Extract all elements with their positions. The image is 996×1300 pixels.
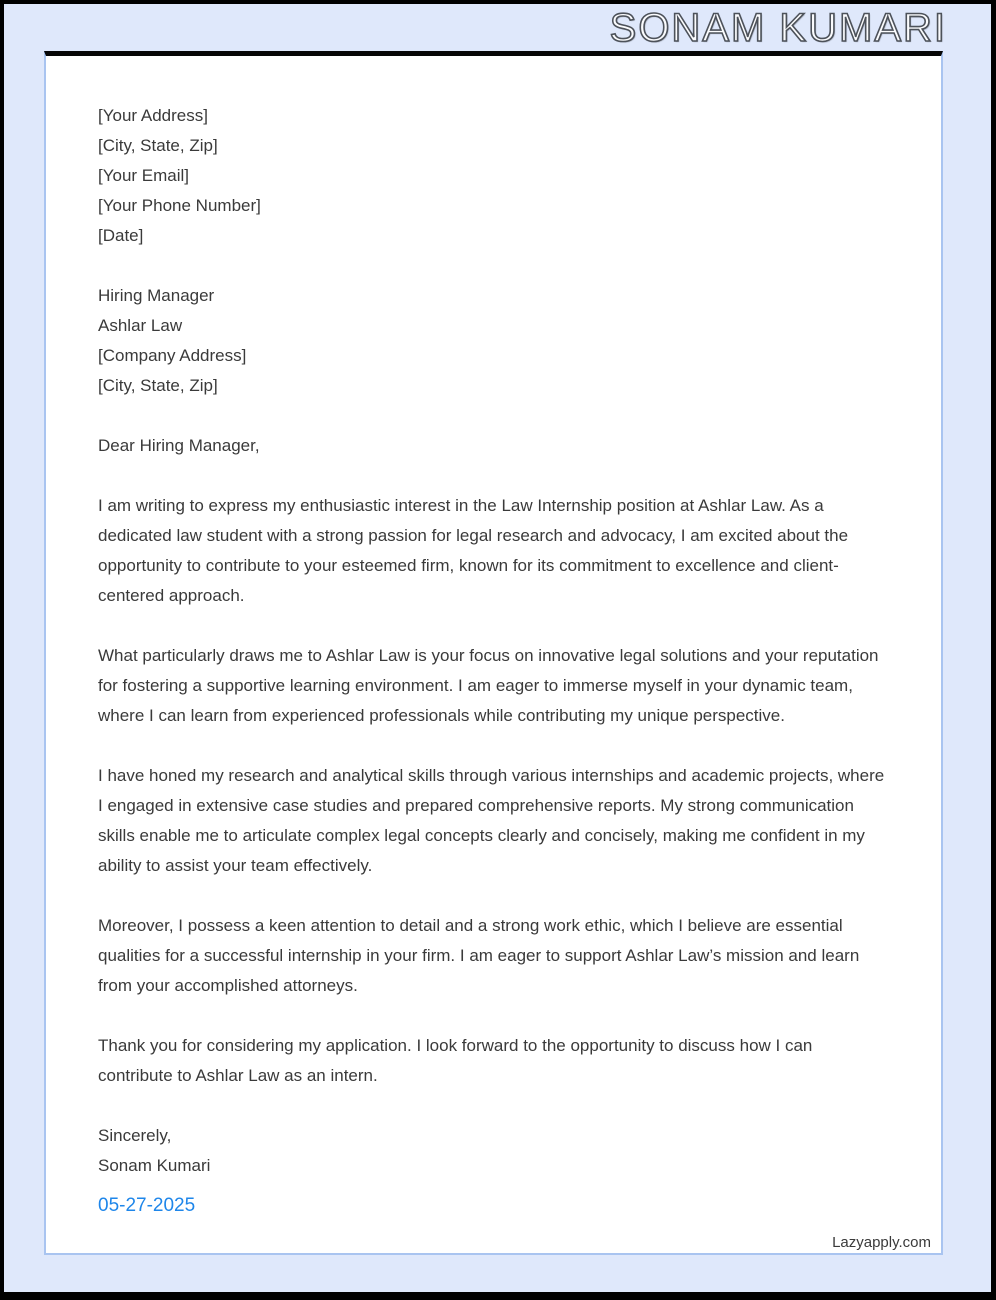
letter-content xyxy=(98,101,890,1221)
page-title: SONAM KUMARI xyxy=(609,6,947,50)
sender-line: [Your Phone Number] xyxy=(98,196,261,215)
letter-date[interactable]: 05-27-2025 xyxy=(98,1195,196,1216)
recipient-line: [Company Address] xyxy=(98,346,247,365)
sender-line: [City, State, Zip] xyxy=(98,136,218,155)
recipient-line: [City, State, Zip] xyxy=(98,376,218,395)
letter-sheet xyxy=(44,51,943,1255)
letter-paragraph: Moreover, I possess a keen attention to detail and a strong work ethic, which I believe are essential qualities for a successful internship in your firm. I am eager to support Ashlar Law’s mission and learn from your accomplished attorneys. xyxy=(98,916,860,995)
brand-link[interactable]: Lazyapply.com xyxy=(832,1234,931,1251)
letter-paragraph: I have honed my research and analytical skills through various internships and academic projects, where I engaged in extensive case studies and prepared comprehensive reports. My strong communication skills enable me to articulate complex legal concepts clearly and concisely, making me confident in my ability to assist your team effectively. xyxy=(98,766,885,875)
recipient-address-block xyxy=(98,281,890,401)
letter-body xyxy=(98,491,890,1091)
recipient-line: Ashlar Law xyxy=(98,316,183,335)
signature-name: Sonam Kumari xyxy=(98,1156,211,1175)
sender-line: [Your Address] xyxy=(98,106,208,125)
sender-line: [Your Email] xyxy=(98,166,190,185)
salutation: Dear Hiring Manager, xyxy=(98,436,260,455)
letter-paragraph: What particularly draws me to Ashlar Law is your focus on innovative legal solutions and your reputation for fostering a supportive learning environment. I am eager to immerse myself in your dynamic team, where I can learn from experienced professionals while contributing my unique perspective. xyxy=(98,646,879,725)
recipient-line: Hiring Manager xyxy=(98,286,215,305)
sender-line: [Date] xyxy=(98,226,144,245)
letter-paragraph: I am writing to express my enthusiastic interest in the Law Internship position at Ashlar Law. As a dedicated law student with a strong passion for legal research and advocacy, I am excited about the opportunity to contribute to your esteemed firm, known for its commitment to excellence and client-centered approach. xyxy=(98,496,849,605)
sender-address-block xyxy=(98,101,890,251)
closing: Sincerely, xyxy=(98,1126,172,1145)
letter-paragraph: Thank you for considering my application. I look forward to the opportunity to discuss how I can contribute to Ashlar Law as an intern. xyxy=(98,1036,813,1085)
